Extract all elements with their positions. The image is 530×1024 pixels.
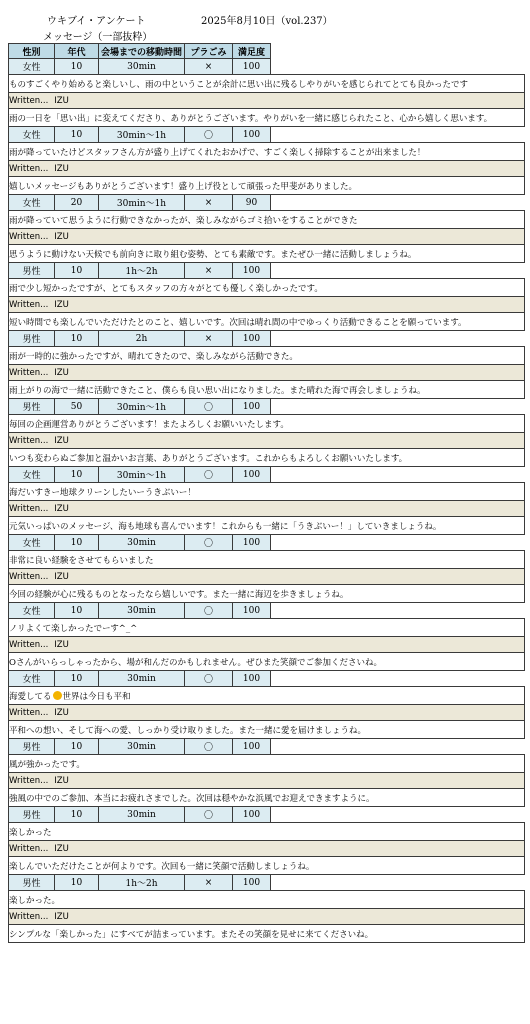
reply-message: 強風の中でのご参加、本当にお疲れさまでした。次回は穏やかな浜風でお迎えできますように。 [9,789,525,807]
respondent-plastic: × [185,263,233,279]
reply-author: IZU [54,639,69,650]
respondent-plastic: 〇 [185,739,233,755]
respondent-age: 10 [55,535,99,551]
respondent-travel-time: 30min [99,671,185,687]
respondent-satisfaction: 100 [233,603,271,619]
respondent-row [9,59,525,75]
row-spacer [271,399,525,415]
respondent-plastic: 〇 [185,467,233,483]
table-header-row [9,44,525,59]
respondent-row [9,535,525,551]
respondent-row [9,875,525,891]
respondent-travel-time: 30min [99,535,185,551]
row-spacer [271,195,525,211]
respondent-row [9,671,525,687]
respondent-gender: 女性 [9,127,55,143]
written-label: Written... [9,775,49,786]
reply-message: 雨上がりの海で一緒に活動できたこと、僕らも良い思い出になりました。また晴れた海で再会しましょうね。 [9,381,525,399]
reply-row [9,653,525,671]
survey-date: 2025年8月10日（vol.237） [201,16,333,27]
respondent-travel-time: 30min〜1h [99,127,185,143]
reply-row [9,857,525,875]
respondent-age: 10 [55,467,99,483]
message-row [9,415,525,433]
respondent-row [9,467,525,483]
respondent-travel-time: 2h [99,331,185,347]
column-header-gender: 性別 [9,44,55,59]
written-cell [9,637,525,653]
respondent-message: 楽しかった。 [9,891,525,909]
reply-author: IZU [54,571,69,582]
respondent-age: 20 [55,195,99,211]
respondent-plastic: 〇 [185,807,233,823]
reply-message: 平和への想い、そして海への愛、しっかり受け取りました。また一緒に愛を届けましょうね。 [9,721,525,739]
reply-message: シンプルな「楽しかった」にすべてが詰まっています。またその笑顔を見せに来てくださいね。 [9,925,525,943]
written-row [9,569,525,585]
respondent-plastic: 〇 [185,535,233,551]
respondent-travel-time: 30min〜1h [99,467,185,483]
reply-author: IZU [54,231,69,242]
written-label: Written... [9,299,49,310]
reply-row [9,721,525,739]
respondent-age: 10 [55,59,99,75]
respondent-age: 10 [55,739,99,755]
respondent-travel-time: 30min [99,603,185,619]
respondent-age: 50 [55,399,99,415]
reply-author: IZU [54,911,69,922]
respondent-satisfaction: 100 [233,59,271,75]
written-label: Written... [9,231,49,242]
respondent-satisfaction: 100 [233,807,271,823]
written-cell [9,229,525,245]
row-spacer [271,739,525,755]
reply-row [9,925,525,943]
written-row [9,297,525,313]
message-row [9,619,525,637]
message-row [9,211,525,229]
respondent-plastic: 〇 [185,671,233,687]
respondent-row [9,399,525,415]
respondent-satisfaction: 100 [233,739,271,755]
respondent-plastic: × [185,59,233,75]
message-row [9,823,525,841]
written-row [9,93,525,109]
reply-author: IZU [54,843,69,854]
respondent-message: 毎回の企画運営ありがとうございます！またよろしくお願いいたします。 [9,415,525,433]
reply-author: IZU [54,299,69,310]
reply-message: 嬉しいメッセージもありがとうございます！盛り上げ役として頑張った甲斐がありました。 [9,177,525,195]
respondent-gender: 女性 [9,467,55,483]
written-row [9,433,525,449]
message-row [9,551,525,569]
reply-author: IZU [54,435,69,446]
respondent-age: 10 [55,807,99,823]
reply-author: IZU [54,95,69,106]
column-header-age: 年代 [55,44,99,59]
reply-row [9,177,525,195]
respondent-age: 10 [55,875,99,891]
respondent-plastic: × [185,195,233,211]
reply-message: 元気いっぱいのメッセージ、海も地球も喜んでいます！これからも一緒に「うきぶいー！」していきましょうね。 [9,517,525,535]
written-row [9,841,525,857]
respondent-satisfaction: 100 [233,263,271,279]
column-header-travel-time: 会場までの移動時間 [99,44,185,59]
written-cell [9,93,525,109]
written-cell [9,161,525,177]
reply-author: IZU [54,707,69,718]
respondent-travel-time: 30min [99,807,185,823]
written-cell [9,433,525,449]
respondent-row [9,807,525,823]
respondent-message: 海だいすきー地球クリーンしたいーうきぶいー！ [9,483,525,501]
respondent-plastic: 〇 [185,399,233,415]
written-label: Written... [9,707,49,718]
row-spacer [271,671,525,687]
respondent-age: 10 [55,671,99,687]
written-label: Written... [9,571,49,582]
respondent-message: ノリよくて楽しかったでーす^_^ [9,619,525,637]
respondent-message: ものすごくやり始めると楽しいし、雨の中ということが余計に思い出に残るしやりがいを感じられてとても良かったです [9,75,525,93]
written-cell [9,841,525,857]
message-text-pre: 海愛してる [9,691,52,702]
row-spacer [271,59,525,75]
row-spacer [271,807,525,823]
written-label: Written... [9,503,49,514]
message-text-post: 世界は今日も平和 [62,691,131,702]
reply-row [9,109,525,127]
respondent-row [9,739,525,755]
message-row [9,75,525,93]
respondent-row [9,331,525,347]
reply-row [9,789,525,807]
message-row [9,687,525,705]
respondent-age: 10 [55,263,99,279]
respondent-gender: 男性 [9,399,55,415]
respondent-age: 10 [55,127,99,143]
written-cell [9,365,525,381]
column-header-satisfaction: 満足度 [233,44,271,59]
respondent-row [9,263,525,279]
written-label: Written... [9,639,49,650]
message-row [9,347,525,365]
respondent-satisfaction: 100 [233,671,271,687]
respondent-plastic: 〇 [185,603,233,619]
reply-row [9,381,525,399]
respondent-gender: 男性 [9,875,55,891]
written-label: Written... [9,843,49,854]
reply-author: IZU [54,163,69,174]
respondent-gender: 女性 [9,671,55,687]
row-spacer [271,263,525,279]
written-row [9,909,525,925]
respondent-travel-time: 30min [99,59,185,75]
respondent-message: 雨が降っていたけどスタッフさん方が盛り上げてくれたおかげで、すごく楽しく掃除することが出来ました！ [9,143,525,161]
respondent-message: 風が強かったです。 [9,755,525,773]
respondent-age: 10 [55,603,99,619]
respondent-message: 雨が降っていて思うように行動できなかったが、楽しみながらゴミ拾いをすることができた [9,211,525,229]
written-cell [9,297,525,313]
reply-message: 短い時間でも楽しんでいただけたとのこと、嬉しいです。次回は晴れ間の中でゆっくり活動できることを願っています。 [9,313,525,331]
reply-row [9,313,525,331]
respondent-message: 楽しかった [9,823,525,841]
message-row [9,143,525,161]
reply-row [9,449,525,467]
written-row [9,365,525,381]
reply-message: いつも変わらぬご参加と温かいお言葉、ありがとうございます。これからもよろしくお願いいたします。 [9,449,525,467]
row-spacer [271,535,525,551]
written-row [9,637,525,653]
survey-title: ウキブイ・アンケート [47,16,146,27]
written-row [9,161,525,177]
respondent-gender: 男性 [9,739,55,755]
message-row [9,891,525,909]
reply-author: IZU [54,775,69,786]
reply-author: IZU [54,367,69,378]
written-row [9,773,525,789]
respondent-travel-time: 30min [99,739,185,755]
written-label: Written... [9,911,49,922]
survey-subtitle: メッセージ（一部抜粋） [43,32,153,43]
written-cell [9,909,525,925]
reply-message: 楽しんでいただけたことが何よりです。次回も一緒に笑顔で活動しましょうね。 [9,857,525,875]
respondent-travel-time: 1h〜2h [99,875,185,891]
respondent-row [9,603,525,619]
respondent-gender: 女性 [9,603,55,619]
reply-message: 雨の一日を「思い出」に変えてくださり、ありがとうございます。やりがいを一緒に感じられたこと、心から嬉しく思います。 [9,109,525,127]
respondent-age: 10 [55,331,99,347]
written-row [9,229,525,245]
reply-row [9,585,525,603]
respondent-message: 非常に良い経験をさせてもらいました [9,551,525,569]
row-spacer [271,467,525,483]
column-header-plastic: プラごみ [185,44,233,59]
respondent-gender: 男性 [9,331,55,347]
respondent-row [9,195,525,211]
survey-table [8,43,525,943]
written-cell [9,569,525,585]
respondent-message: 雨が一時的に強かったですが、晴れてきたので、楽しみながら活動できた。 [9,347,525,365]
row-spacer [271,127,525,143]
respondent-gender: 女性 [9,195,55,211]
message-row [9,483,525,501]
written-row [9,501,525,517]
written-cell [9,773,525,789]
written-cell [9,705,525,721]
message-row [9,755,525,773]
respondent-gender: 女性 [9,59,55,75]
reply-message: 思うように動けない天候でも前向きに取り組む姿勢、とても素敵です。またぜひ一緒に活動しましょうね。 [9,245,525,263]
respondent-satisfaction: 100 [233,467,271,483]
respondent-gender: 男性 [9,263,55,279]
written-label: Written... [9,95,49,106]
respondent-gender: 男性 [9,807,55,823]
respondent-message: 雨で少し短かったですが、とてもスタッフの方々がとても優しく楽しかったです。 [9,279,525,297]
written-row [9,705,525,721]
written-label: Written... [9,367,49,378]
respondent-satisfaction: 100 [233,399,271,415]
respondent-travel-time: 30min〜1h [99,399,185,415]
respondent-row [9,127,525,143]
respondent-travel-time: 1h〜2h [99,263,185,279]
respondent-message [9,687,525,705]
written-label: Written... [9,163,49,174]
respondent-plastic: × [185,331,233,347]
reply-row [9,245,525,263]
row-spacer [271,875,525,891]
respondent-satisfaction: 100 [233,127,271,143]
reply-author: IZU [54,503,69,514]
row-spacer [271,331,525,347]
message-row [9,279,525,297]
respondent-travel-time: 30min〜1h [99,195,185,211]
written-cell [9,501,525,517]
respondent-satisfaction: 100 [233,875,271,891]
written-label: Written... [9,435,49,446]
reply-message: Oさんがいらっしゃったから、場が和んだのかもしれません。ぜひまた笑顔でご参加くださいね。 [9,653,525,671]
reply-message: 今回の経験が心に残るものとなったなら嬉しいです。また一緒に海辺を歩きましょうね。 [9,585,525,603]
row-spacer [271,603,525,619]
reply-row [9,517,525,535]
respondent-satisfaction: 100 [233,535,271,551]
respondent-plastic: × [185,875,233,891]
respondent-gender: 女性 [9,535,55,551]
respondent-satisfaction: 90 [233,195,271,211]
smiling-face-icon [53,691,62,700]
respondent-plastic: 〇 [185,127,233,143]
respondent-satisfaction: 100 [233,331,271,347]
